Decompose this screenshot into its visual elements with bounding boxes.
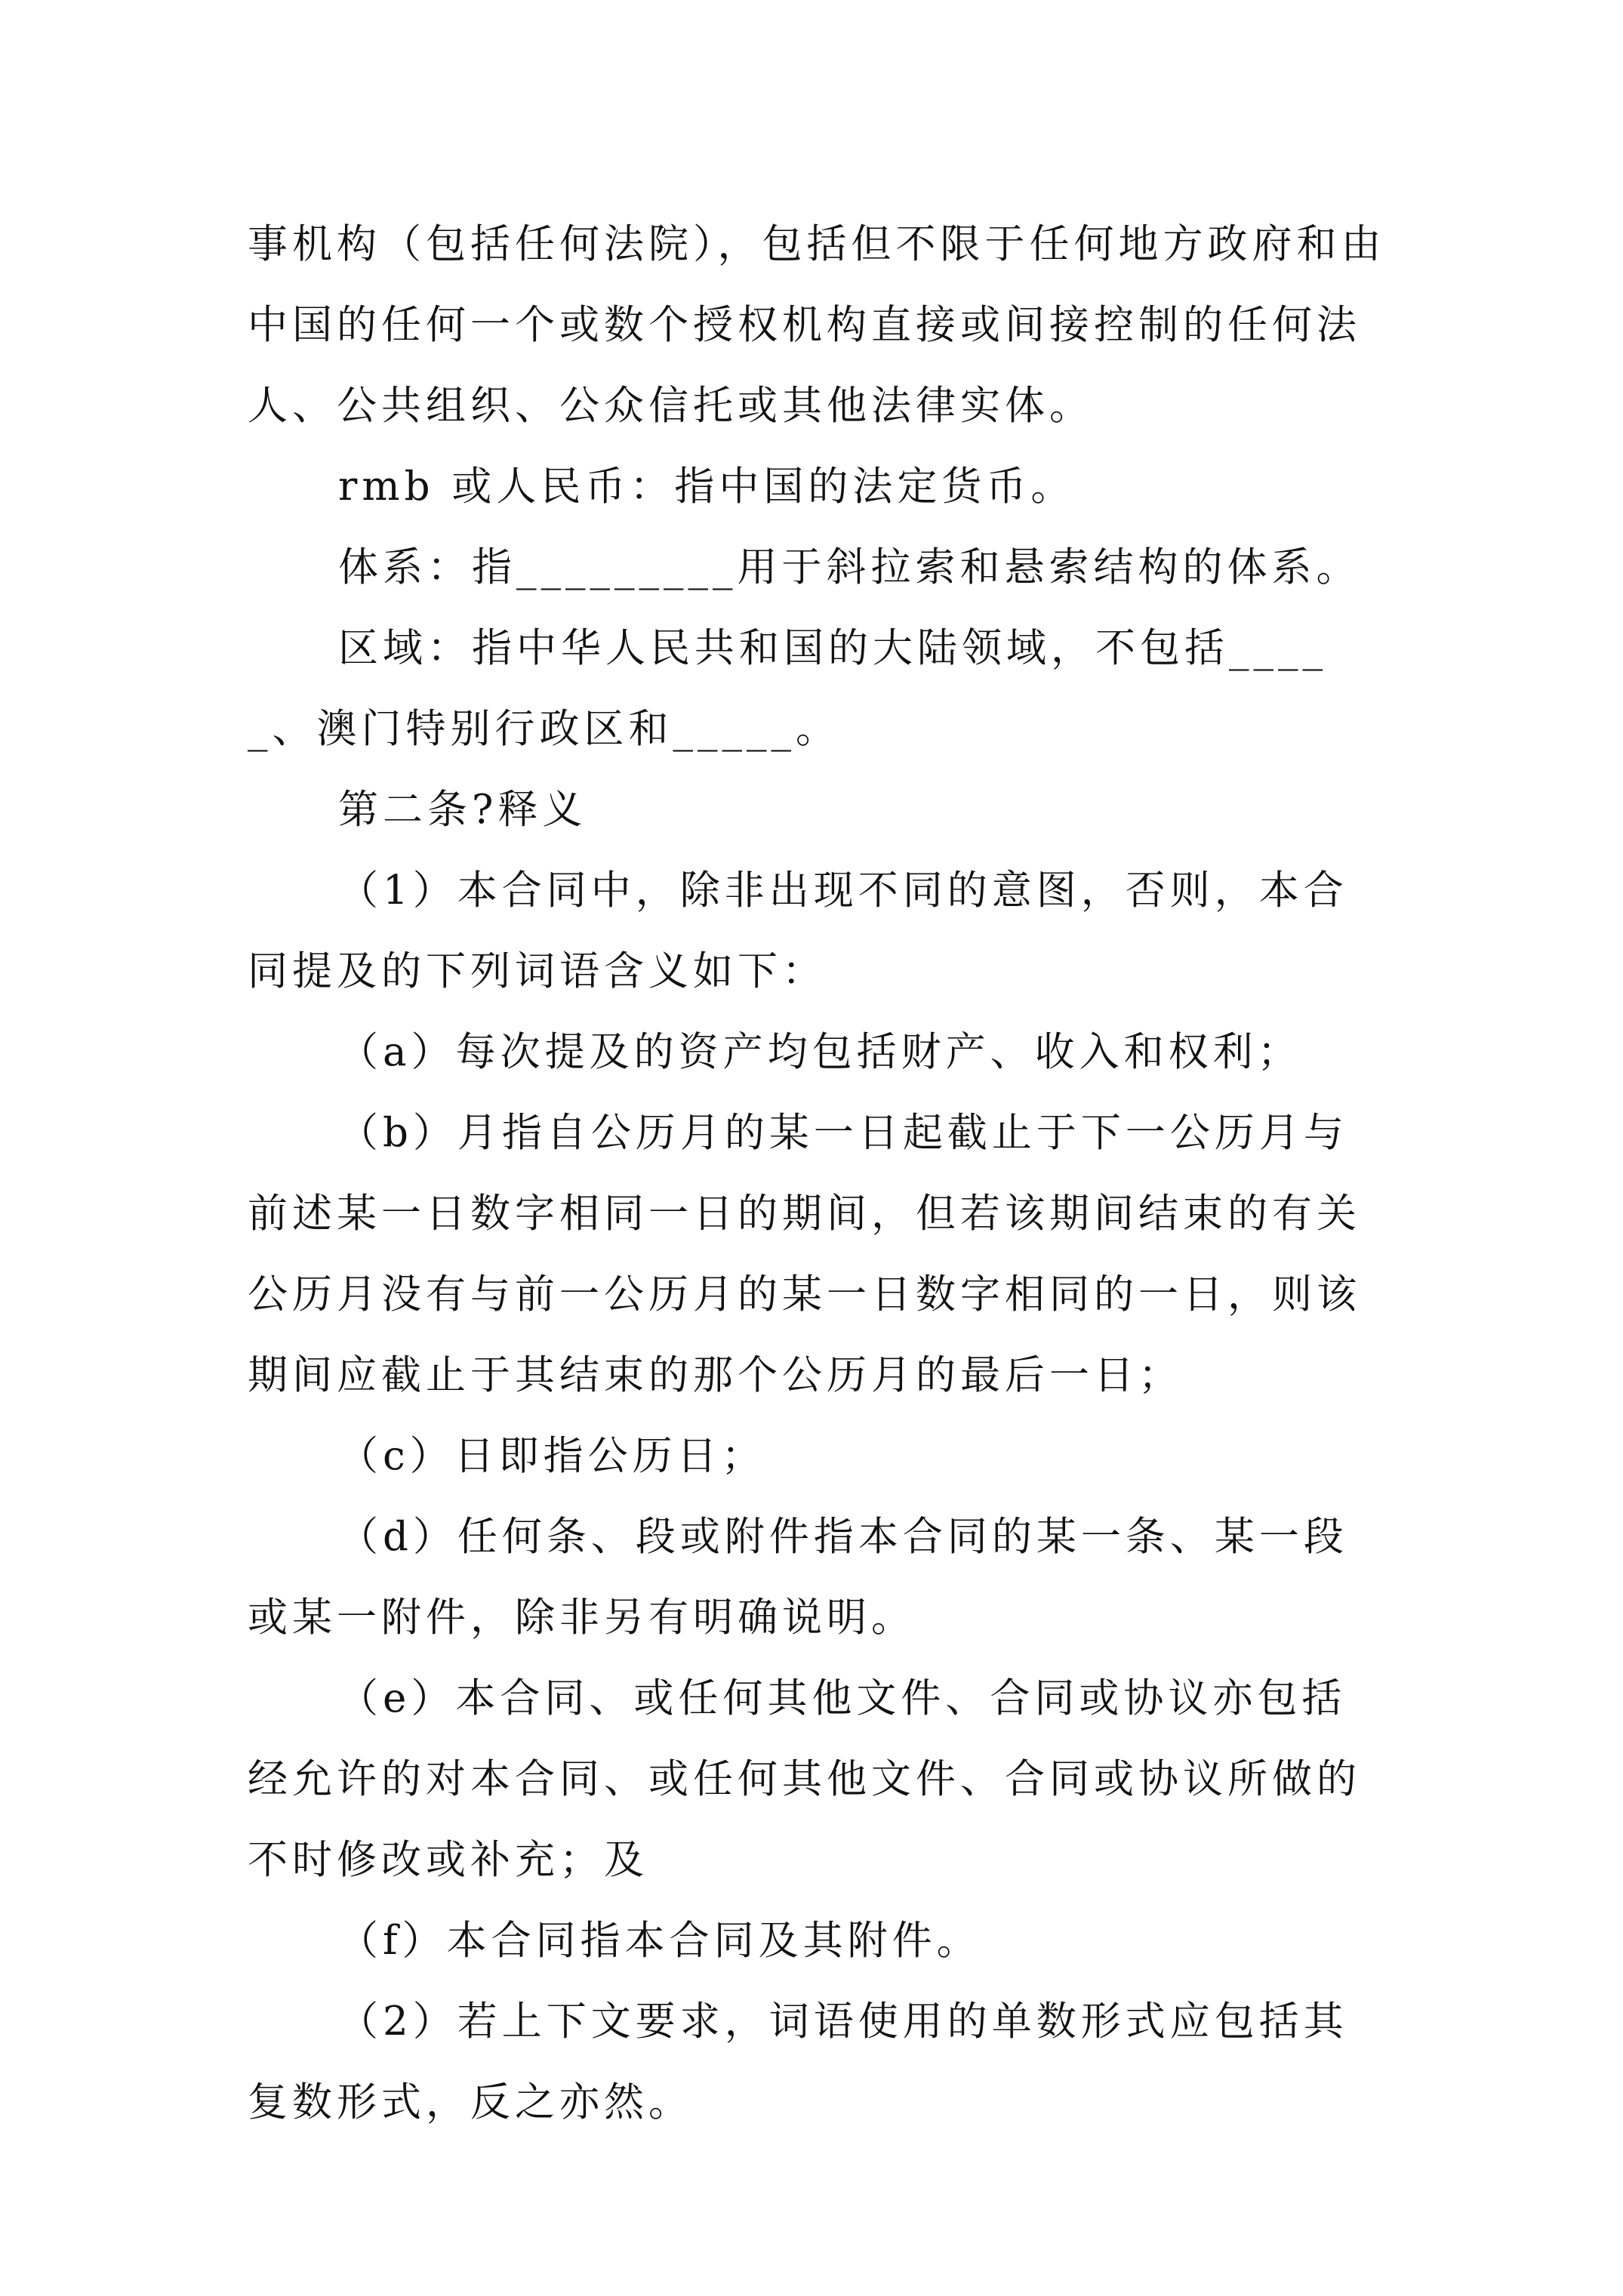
paragraph-clause-f: （f）本合同指本合同及其附件。 [338, 1918, 981, 1964]
paragraph-definition-continuation: 事机构（包括任何法院），包括但不限于任何地方政府和由中国的任何一个或数个授权机构直接或间接控制的任何法人、公共组织、公众信托或其他法律实体。 [248, 221, 1386, 429]
document-page [248, 204, 1387, 2143]
paragraph-clause-a: （a）每次提及的资产均包括财产、收入和权利； [338, 1029, 1302, 1075]
paragraph-clause-d: （d）任何条、段或附件指本合同的某一条、某一段或某一附件，除非另有明确说明。 [248, 1514, 1348, 1641]
paragraph-clause-b: （b）月指自公历月的某一日起截止于下一公历月与前述某一日数字相同一日的期间，但若该期间结束的有关公历月没有与前一公历月的某一日数字相同的一日，则该期间应截止于其结束的那个公历月的最后一日； [248, 1110, 1361, 1398]
paragraph-clause-e: （e）本合同、或任何其他文件、合同或协议亦包括经允许的对本合同、或任何其他文件、合同或协议所做的不时修改或补充；及 [248, 1675, 1361, 1883]
paragraph-region-definition: 区域：指中华人民共和国的大陆领域，不包括_____、澳门特别行政区和_____。 [248, 625, 1327, 752]
article-heading: 第二条?释义 [338, 787, 587, 833]
paragraph-system-definition: 体系：指_________用于斜拉索和悬索结构的体系。 [338, 544, 1361, 590]
paragraph-clause-1: （1）本合同中，除非出现不同的意图，否则，本合同提及的下列词语含义如下： [248, 868, 1348, 994]
paragraph-clause-2: （2）若上下文要求，词语使用的单数形式应包括其复数形式，反之亦然。 [248, 1999, 1348, 2125]
paragraph-clause-c: （c）日即指公历日； [338, 1433, 766, 1479]
paragraph-rmb-definition: rmb 或人民币：指中国的法定货币。 [338, 464, 1076, 510]
